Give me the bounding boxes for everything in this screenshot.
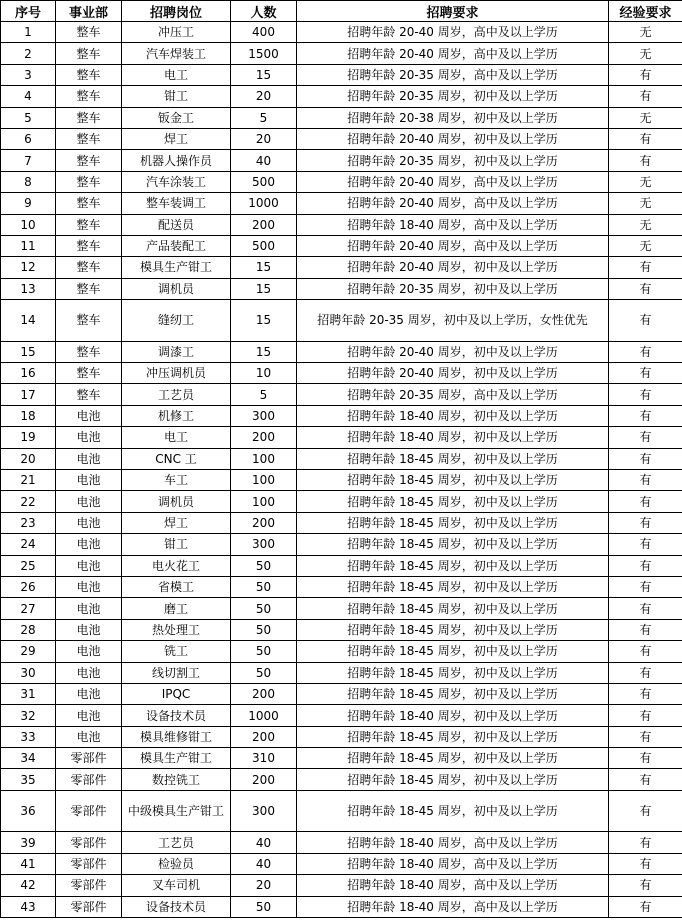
table-row [1,150,682,171]
table-row [1,534,682,555]
table-row [1,875,682,896]
cell-position: 缝纫工 [122,300,231,342]
cell-dept: 电池 [56,641,122,662]
cell-count: 5 [231,384,297,405]
cell-no: 11 [1,235,56,256]
cell-experience: 有 [609,86,682,107]
cell-dept: 电池 [56,491,122,512]
cell-requirement: 招聘年龄 18-45 周岁，初中及以上学历 [297,534,609,555]
table-row [1,43,682,64]
cell-requirement: 招聘年龄 20-35 周岁，高中及以上学历 [297,384,609,405]
cell-dept: 电池 [56,470,122,491]
cell-no: 30 [1,662,56,683]
cell-dept: 电池 [56,555,122,576]
cell-count: 20 [231,86,297,107]
table-row [1,214,682,235]
cell-requirement: 招聘年龄 20-40 周岁，初中及以上学历 [297,128,609,149]
cell-experience: 有 [609,875,682,896]
cell-experience: 有 [609,576,682,597]
cell-no: 42 [1,875,56,896]
cell-experience: 有 [609,598,682,619]
table-row [1,705,682,726]
cell-experience: 有 [609,619,682,640]
cell-dept: 电池 [56,405,122,426]
cell-experience: 有 [609,683,682,704]
cell-requirement: 招聘年龄 20-35 周岁，初中及以上学历 [297,278,609,299]
cell-requirement: 招聘年龄 20-35 周岁，初中及以上学历，女性优先 [297,300,609,342]
cell-position: 整车装调工 [122,193,231,214]
cell-requirement: 招聘年龄 18-45 周岁，初中及以上学历 [297,555,609,576]
header-position: 招聘岗位 [122,1,231,22]
header-row [1,1,682,22]
cell-experience: 有 [609,300,682,342]
cell-position: 模具维修钳工 [122,726,231,747]
cell-no: 10 [1,214,56,235]
cell-no: 24 [1,534,56,555]
cell-position: 配送员 [122,214,231,235]
cell-position: 设备技术员 [122,705,231,726]
cell-requirement: 招聘年龄 18-45 周岁，初中及以上学历 [297,512,609,533]
table-row [1,64,682,85]
cell-count: 500 [231,171,297,192]
table-row [1,576,682,597]
cell-count: 20 [231,875,297,896]
cell-dept: 电池 [56,619,122,640]
cell-position: 磨工 [122,598,231,619]
cell-experience: 有 [609,748,682,769]
cell-position: 模具生产钳工 [122,257,231,278]
cell-position: 电火花工 [122,555,231,576]
table-row [1,726,682,747]
cell-count: 200 [231,769,297,790]
cell-dept: 整车 [56,341,122,362]
cell-requirement: 招聘年龄 20-38 周岁，初中及以上学历 [297,107,609,128]
cell-position: 检验员 [122,853,231,874]
cell-position: 调机员 [122,278,231,299]
table-row [1,853,682,874]
cell-position: 汽车涂装工 [122,171,231,192]
cell-experience: 有 [609,363,682,384]
cell-position: 工艺员 [122,384,231,405]
cell-count: 200 [231,427,297,448]
cell-position: 工艺员 [122,832,231,853]
cell-position: 冲压调机员 [122,363,231,384]
cell-count: 15 [231,257,297,278]
cell-requirement: 招聘年龄 20-40 周岁，高中及以上学历 [297,22,609,43]
cell-count: 50 [231,598,297,619]
cell-no: 8 [1,171,56,192]
table-row [1,790,682,832]
table-row [1,427,682,448]
cell-dept: 整车 [56,43,122,64]
cell-dept: 零部件 [56,875,122,896]
table-row [1,107,682,128]
cell-experience: 有 [609,427,682,448]
cell-no: 14 [1,300,56,342]
cell-position: 焊工 [122,512,231,533]
cell-requirement: 招聘年龄 20-40 周岁，高中及以上学历 [297,43,609,64]
cell-position: 热处理工 [122,619,231,640]
cell-experience: 有 [609,769,682,790]
cell-experience: 有 [609,726,682,747]
table-row [1,363,682,384]
cell-position: 钳工 [122,534,231,555]
cell-position: 叉车司机 [122,875,231,896]
cell-experience: 有 [609,896,682,917]
cell-no: 22 [1,491,56,512]
table-row [1,448,682,469]
cell-position: 模具生产钳工 [122,748,231,769]
header-no: 序号 [1,1,56,22]
table-row [1,341,682,362]
cell-experience: 有 [609,491,682,512]
cell-count: 15 [231,278,297,299]
cell-position: 调漆工 [122,341,231,362]
cell-dept: 零部件 [56,769,122,790]
cell-position: 钳工 [122,86,231,107]
cell-dept: 零部件 [56,832,122,853]
cell-position: 电工 [122,427,231,448]
cell-dept: 整车 [56,384,122,405]
cell-count: 1000 [231,705,297,726]
cell-count: 310 [231,748,297,769]
cell-count: 200 [231,512,297,533]
cell-dept: 电池 [56,598,122,619]
cell-count: 1500 [231,43,297,64]
cell-requirement: 招聘年龄 18-45 周岁，初中及以上学历 [297,641,609,662]
table-row [1,555,682,576]
cell-dept: 整车 [56,235,122,256]
table-row [1,832,682,853]
cell-experience: 有 [609,341,682,362]
cell-dept: 整车 [56,214,122,235]
cell-experience: 有 [609,555,682,576]
cell-no: 2 [1,43,56,64]
cell-position: 焊工 [122,128,231,149]
cell-dept: 电池 [56,448,122,469]
cell-dept: 整车 [56,193,122,214]
cell-experience: 有 [609,257,682,278]
header-dept: 事业部 [56,1,122,22]
cell-experience: 无 [609,171,682,192]
cell-dept: 整车 [56,278,122,299]
table-row [1,683,682,704]
cell-no: 29 [1,641,56,662]
cell-requirement: 招聘年龄 18-45 周岁，初中及以上学历 [297,726,609,747]
cell-count: 200 [231,683,297,704]
cell-no: 6 [1,128,56,149]
cell-experience: 有 [609,405,682,426]
cell-count: 40 [231,150,297,171]
cell-no: 3 [1,64,56,85]
table-row [1,662,682,683]
cell-position: 机修工 [122,405,231,426]
cell-dept: 整车 [56,257,122,278]
cell-count: 15 [231,300,297,342]
cell-experience: 有 [609,853,682,874]
cell-experience: 无 [609,193,682,214]
table-row [1,86,682,107]
cell-no: 23 [1,512,56,533]
cell-count: 100 [231,491,297,512]
cell-position: 冲压工 [122,22,231,43]
cell-dept: 电池 [56,576,122,597]
cell-no: 43 [1,896,56,917]
table-row [1,278,682,299]
header-requirement: 招聘要求 [297,1,609,22]
cell-requirement: 招聘年龄 18-45 周岁，初中及以上学历 [297,662,609,683]
cell-no: 41 [1,853,56,874]
cell-position: CNC 工 [122,448,231,469]
cell-count: 200 [231,214,297,235]
cell-requirement: 招聘年龄 18-45 周岁，初中及以上学历 [297,470,609,491]
cell-count: 50 [231,641,297,662]
table-row [1,470,682,491]
cell-requirement: 招聘年龄 18-40 周岁，高中及以上学历 [297,896,609,917]
cell-dept: 整车 [56,171,122,192]
cell-dept: 电池 [56,662,122,683]
cell-no: 20 [1,448,56,469]
cell-requirement: 招聘年龄 18-40 周岁，初中及以上学历 [297,427,609,448]
table-row [1,748,682,769]
table-row [1,619,682,640]
cell-requirement: 招聘年龄 18-45 周岁，初中及以上学历 [297,619,609,640]
cell-requirement: 招聘年龄 18-40 周岁，高中及以上学历 [297,214,609,235]
cell-requirement: 招聘年龄 18-40 周岁，高中及以上学历 [297,853,609,874]
cell-position: 数控铣工 [122,769,231,790]
cell-experience: 无 [609,22,682,43]
cell-no: 33 [1,726,56,747]
cell-position: 线切割工 [122,662,231,683]
cell-requirement: 招聘年龄 20-40 周岁，高中及以上学历 [297,193,609,214]
table-row [1,171,682,192]
cell-dept: 整车 [56,300,122,342]
cell-experience: 有 [609,128,682,149]
cell-no: 19 [1,427,56,448]
cell-position: 省模工 [122,576,231,597]
cell-no: 16 [1,363,56,384]
table-row [1,598,682,619]
cell-count: 300 [231,534,297,555]
cell-experience: 有 [609,832,682,853]
cell-position: 机器人操作员 [122,150,231,171]
cell-dept: 整车 [56,363,122,384]
cell-dept: 电池 [56,427,122,448]
cell-requirement: 招聘年龄 20-35 周岁，初中及以上学历 [297,150,609,171]
cell-count: 500 [231,235,297,256]
cell-no: 5 [1,107,56,128]
cell-count: 5 [231,107,297,128]
cell-count: 10 [231,363,297,384]
cell-no: 31 [1,683,56,704]
cell-count: 50 [231,896,297,917]
cell-count: 20 [231,128,297,149]
cell-no: 36 [1,790,56,832]
cell-dept: 电池 [56,534,122,555]
cell-count: 100 [231,448,297,469]
cell-dept: 整车 [56,64,122,85]
cell-requirement: 招聘年龄 18-45 周岁，初中及以上学历 [297,448,609,469]
cell-experience: 有 [609,64,682,85]
cell-position: 中级模具生产钳工 [122,790,231,832]
cell-requirement: 招聘年龄 18-45 周岁，初中及以上学历 [297,598,609,619]
table-row [1,405,682,426]
header-count: 人数 [231,1,297,22]
cell-experience: 有 [609,790,682,832]
cell-experience: 有 [609,150,682,171]
cell-no: 39 [1,832,56,853]
table-row [1,22,682,43]
cell-requirement: 招聘年龄 18-40 周岁，高中及以上学历 [297,875,609,896]
cell-dept: 零部件 [56,790,122,832]
cell-requirement: 招聘年龄 20-40 周岁，高中及以上学历 [297,171,609,192]
cell-dept: 电池 [56,705,122,726]
cell-experience: 有 [609,278,682,299]
cell-no: 35 [1,769,56,790]
cell-no: 25 [1,555,56,576]
header-experience: 经验要求 [609,1,682,22]
cell-position: 产品装配工 [122,235,231,256]
cell-no: 21 [1,470,56,491]
table-row [1,896,682,917]
table-row [1,491,682,512]
cell-requirement: 招聘年龄 20-35 周岁，初中及以上学历 [297,86,609,107]
cell-dept: 电池 [56,726,122,747]
cell-no: 1 [1,22,56,43]
cell-count: 300 [231,405,297,426]
cell-dept: 整车 [56,22,122,43]
cell-count: 50 [231,576,297,597]
cell-count: 100 [231,470,297,491]
cell-position: 电工 [122,64,231,85]
cell-no: 26 [1,576,56,597]
cell-dept: 整车 [56,107,122,128]
cell-requirement: 招聘年龄 18-40 周岁，高中及以上学历 [297,832,609,853]
cell-experience: 无 [609,107,682,128]
cell-requirement: 招聘年龄 18-40 周岁，初中及以上学历 [297,405,609,426]
cell-experience: 有 [609,534,682,555]
cell-no: 17 [1,384,56,405]
cell-requirement: 招聘年龄 20-40 周岁，初中及以上学历 [297,363,609,384]
cell-requirement: 招聘年龄 18-45 周岁，初中及以上学历 [297,683,609,704]
cell-no: 7 [1,150,56,171]
cell-experience: 无 [609,43,682,64]
cell-position: 车工 [122,470,231,491]
cell-count: 15 [231,64,297,85]
cell-requirement: 招聘年龄 20-40 周岁，初中及以上学历 [297,257,609,278]
cell-dept: 整车 [56,150,122,171]
cell-count: 300 [231,790,297,832]
cell-experience: 有 [609,384,682,405]
cell-dept: 零部件 [56,748,122,769]
cell-requirement: 招聘年龄 18-45 周岁，初中及以上学历 [297,748,609,769]
cell-no: 32 [1,705,56,726]
table-row [1,193,682,214]
cell-experience: 无 [609,214,682,235]
cell-position: 铣工 [122,641,231,662]
table-row [1,384,682,405]
cell-requirement: 招聘年龄 20-35 周岁，高中及以上学历 [297,64,609,85]
cell-position: IPQC [122,683,231,704]
cell-count: 400 [231,22,297,43]
cell-count: 50 [231,555,297,576]
table-row [1,128,682,149]
cell-no: 18 [1,405,56,426]
cell-requirement: 招聘年龄 18-45 周岁，初中及以上学历 [297,576,609,597]
table-row [1,235,682,256]
cell-no: 13 [1,278,56,299]
cell-dept: 整车 [56,128,122,149]
cell-requirement: 招聘年龄 20-40 周岁，初中及以上学历 [297,341,609,362]
cell-experience: 有 [609,705,682,726]
cell-dept: 电池 [56,683,122,704]
cell-experience: 有 [609,641,682,662]
cell-experience: 有 [609,470,682,491]
table-row [1,769,682,790]
table-row [1,641,682,662]
cell-requirement: 招聘年龄 18-40 周岁，初中及以上学历 [297,705,609,726]
cell-count: 200 [231,726,297,747]
cell-requirement: 招聘年龄 20-40 周岁，高中及以上学历 [297,235,609,256]
cell-position: 汽车焊装工 [122,43,231,64]
cell-experience: 有 [609,448,682,469]
cell-requirement: 招聘年龄 18-45 周岁，初中及以上学历 [297,790,609,832]
cell-position: 调机员 [122,491,231,512]
cell-dept: 电池 [56,512,122,533]
cell-no: 28 [1,619,56,640]
table-body [1,22,682,918]
cell-dept: 零部件 [56,896,122,917]
cell-count: 50 [231,619,297,640]
cell-count: 40 [231,853,297,874]
cell-count: 1000 [231,193,297,214]
table-row [1,300,682,342]
cell-requirement: 招聘年龄 18-45 周岁，初中及以上学历 [297,491,609,512]
cell-requirement: 招聘年龄 18-45 周岁，初中及以上学历 [297,769,609,790]
cell-no: 12 [1,257,56,278]
cell-position: 设备技术员 [122,896,231,917]
cell-count: 15 [231,341,297,362]
table-row [1,512,682,533]
table-row [1,257,682,278]
cell-no: 34 [1,748,56,769]
cell-experience: 有 [609,662,682,683]
cell-position: 钣金工 [122,107,231,128]
cell-no: 15 [1,341,56,362]
cell-no: 27 [1,598,56,619]
cell-no: 4 [1,86,56,107]
cell-experience: 有 [609,512,682,533]
cell-count: 50 [231,662,297,683]
cell-experience: 无 [609,235,682,256]
cell-dept: 整车 [56,86,122,107]
cell-count: 40 [231,832,297,853]
cell-dept: 零部件 [56,853,122,874]
cell-no: 9 [1,193,56,214]
